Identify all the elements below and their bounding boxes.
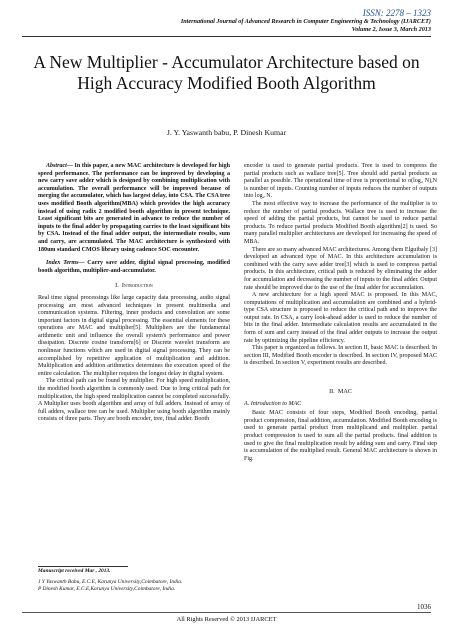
paper-authors: J. Y. Yaswanth babu, P. Dinesh Kumar [166,128,287,137]
copyright: All Rights Reserved © 2013 IJARCET [176,616,277,623]
page-number: 1036 [417,603,431,611]
index-terms [38,260,230,275]
mac-paragraph-1: Basic MAC consists of four steps, Modified Booth encoding, partial product compression, final addition, accumulation. Modified Booth encoding is used to generate partial product from multiplicand and multiplier. partial product compression is used to sum all the partial products. final addition is used to give the final multiplication result by adding sum and carry. Final step is accumulation of the multiplied result. General MAC architecture is shown in Fig. [244,410,437,462]
paper-title: A New Multiplier - Accumulator Architecture based on High Accuracy Modified Booth Algorithm [33,52,420,93]
right-paragraph-2: The most effective way to increase the performance of the multiplier is to reduce the number of partial products. Wallace tree is used to increase the speed of adding the partial products, but cannot be used to reduce partial products. To reduce partial products Modified Booth algorithm[2] is used. So many parallel multiplier architectures are developed for increasing the speed of MBA. [244,200,437,245]
journal-name: International Journal of Advanced Research in Computer Engineering & Technology (IJARCET) [180,18,431,25]
issn-header: ISSN: 2278 – 1323 [362,8,431,18]
intro-paragraph-1: Real time signal processings like large capacity data processing, audio signal processing are most advanced techniques in present multimedia and communication systems. Filtering, inner products and convolution are some important factors in digital signal processing. The essential elements for these operations are MAC and multiplier[5]. Multipliers are the fundamental arithmetic unit and influence the overall system's performance and power dissipation. Discrete cosine transform[6] or Discrete wavelet transform are nonlinear functions which are used in digital signal processing. They can be accomplished by repetitive application of multiplication and addition. Multiplication and addition arithmetics determines the execution speed of the entire calculation. The multiplier requires the longest delay in digital system. [38,294,230,377]
subsection-heading: A. Introduction to MAC [244,400,302,407]
abstract [38,163,230,254]
footnote [38,568,238,593]
section-heading-introduction [38,282,230,290]
section-heading-mac [244,388,437,396]
footer-rule [22,612,431,613]
right-paragraph-5: This paper is organized as follows. In section II, basic MAC is described. In section III, Modified Booth encoder is described. In section IV, proposed MAC is described. In section V, experiment results are described. [244,345,437,367]
footnote-author-1: J Y Yaswanth Babu, E.C.E, Karunya University,Coimbatore, India. [38,579,183,585]
section-number: I. [115,282,119,290]
section-title: Introduction [121,282,153,290]
right-paragraph-4: A new architecture for a high speed MAC is proposed. In this MAC, computations of multiplication and accumulation are combined and a hybrid-type CSA structure is proposed to reduce the critical path and to improve the output rate. In CSA, a carry look-ahead adder is used to reduce the number of bits in the final adder. Intermediate calculation results are accumulated in the form of sum and carry instead of the final adder outputs to increase the output rate by optimizing the pipeline efficiency. [244,292,437,344]
right-column [244,163,437,463]
right-paragraph-1: encoder is used to generate partial products. Tree is used to compress the partial products such as wallace tree[5]. Tree should add partial products as parallel as possible. The operational time of tree is proportional to o(log₂ N),N is number of inputs. Counting number of inputs reduces the number of outputs into log₂ N. [244,163,437,200]
abstract-text: — In this paper, a new MAC architecture is developed for high speed performance. The performance can be improved by developing a new carry save adder which is designed by combining multiplication with accumulation. The overall performance will be improved because of merging the accumulator, which has largest delay, into CSA. The CSA tree uses modified Booth algorithm(MBA) which provides the high accuracy instead of using radix 2 modified booth algorithm in present technique. Least significant bits are generated in advance to reduce the number of inputs to the final adder by propagating carries to the least significant bits by CSA. Instead of the final adder output, the intermediate results, sum and carry, are accumulated. The MAC architecture is synthesized with 180um standard CMOS library using cadence SOC encounter. [38,163,230,253]
journal-volume: Volume 2, Issue 3, March 2013 [351,26,431,33]
right-paragraph-3: There are so many advanced MAC architectures. Among them Elguibaly [3] developed an advanced type of MAC. In this architecture accumulation is combined with the carry save adder tree[3] which is used to compress partial products. In this architecture, critical path is reduced by eliminating the adder for accumulation and decreasing the number of inputs to the final adder. Output rate should be improved due to the use of the final adder for accumulation. [244,246,437,291]
section-title: MAC [337,388,352,396]
index-terms-label: Index Terms [46,260,79,267]
intro-paragraph-2: The critical path can be found by multiplier. For high speed multiplication, the modified booth algorithm is commonly used. Due to long critical path for multiplication, the high speed multiplication cannot be completed successfully. A Multiplier uses booth algorithm and array of full adders. Instead of array of full adders, wallace tree can be used. Multiplier using booth algorithm mainly consists of three parts. They are booth encoder, tree, final adder. Booth [38,378,230,423]
header-rule [22,36,431,37]
section-number: II. [329,388,335,396]
journal-header [71,18,431,34]
footnote-received: Manuscript received Mar , 2013. [38,568,111,574]
left-column [38,163,230,424]
index-terms-text: — Carry save adder, digital signal processing, modified booth algorithm, multiplier-and-accumulator. [38,260,230,274]
footnote-rule [38,566,128,567]
abstract-label: Abstract [46,163,67,169]
footnote-author-2: P Dinesh Kumar, E.C.E,Karunya University,Coimbatore, India. [38,586,176,592]
